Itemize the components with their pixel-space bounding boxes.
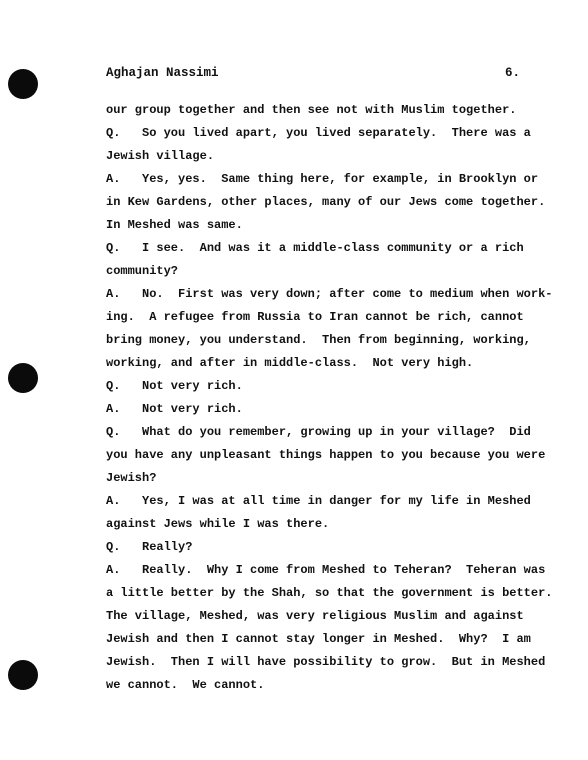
transcript-line: a little better by the Shah, so that the government is better. (106, 586, 553, 600)
transcript-line: in Kew Gardens, other places, many of our Jews come together. (106, 195, 546, 209)
transcript-line: you have any unpleasant things happen to you because you were (106, 448, 546, 462)
transcript-line: working, and after in middle-class. Not very high. (106, 356, 474, 370)
transcript-line: Jewish and then I cannot stay longer in Meshed. Why? I am (106, 632, 531, 646)
transcript-line: against Jews while I was there. (106, 517, 330, 531)
page-header (106, 66, 520, 86)
transcript-line: Jewish village. (106, 149, 215, 163)
transcript-line: our group together and then see not with Muslim together. (106, 103, 517, 117)
transcript-line: A. Not very rich. (106, 402, 243, 416)
binder-hole (8, 363, 38, 393)
transcript-line: The village, Meshed, was very religious Muslim and against (106, 609, 524, 623)
transcript-line: A. Really. Why I come from Meshed to Teheran? Teheran was (106, 563, 546, 577)
transcript-line: bring money, you understand. Then from beginning, working, (106, 333, 531, 347)
transcript-line: Q. Really? (106, 540, 193, 554)
page-number: 6. (504, 66, 520, 80)
transcript-line: Q. I see. And was it a middle-class community or a rich (106, 241, 524, 255)
binder-hole (8, 69, 38, 99)
transcript-body (106, 99, 553, 697)
transcript-line: community? (106, 264, 179, 278)
interviewee-name: Aghajan Nassimi (106, 66, 219, 80)
transcript-line: A. Yes, yes. Same thing here, for example, in Brooklyn or (106, 172, 539, 186)
transcript-line: Jewish. Then I will have possibility to grow. But in Meshed (106, 655, 546, 669)
transcript-line: A. Yes, I was at all time in danger for my life in Meshed (106, 494, 531, 508)
transcript-line: Q. So you lived apart, you lived separately. There was a (106, 126, 531, 140)
transcript-line: In Meshed was same. (106, 218, 243, 232)
binder-hole (8, 660, 38, 690)
transcript-line: we cannot. We cannot. (106, 678, 265, 692)
transcript-line: Q. What do you remember, growing up in your village? Did (106, 425, 531, 439)
transcript-line: ing. A refugee from Russia to Iran cannot be rich, cannot (106, 310, 524, 324)
transcript-line: Q. Not very rich. (106, 379, 243, 393)
transcript-line: A. No. First was very down; after come to medium when work- (106, 287, 553, 301)
transcript-line: Jewish? (106, 471, 157, 485)
